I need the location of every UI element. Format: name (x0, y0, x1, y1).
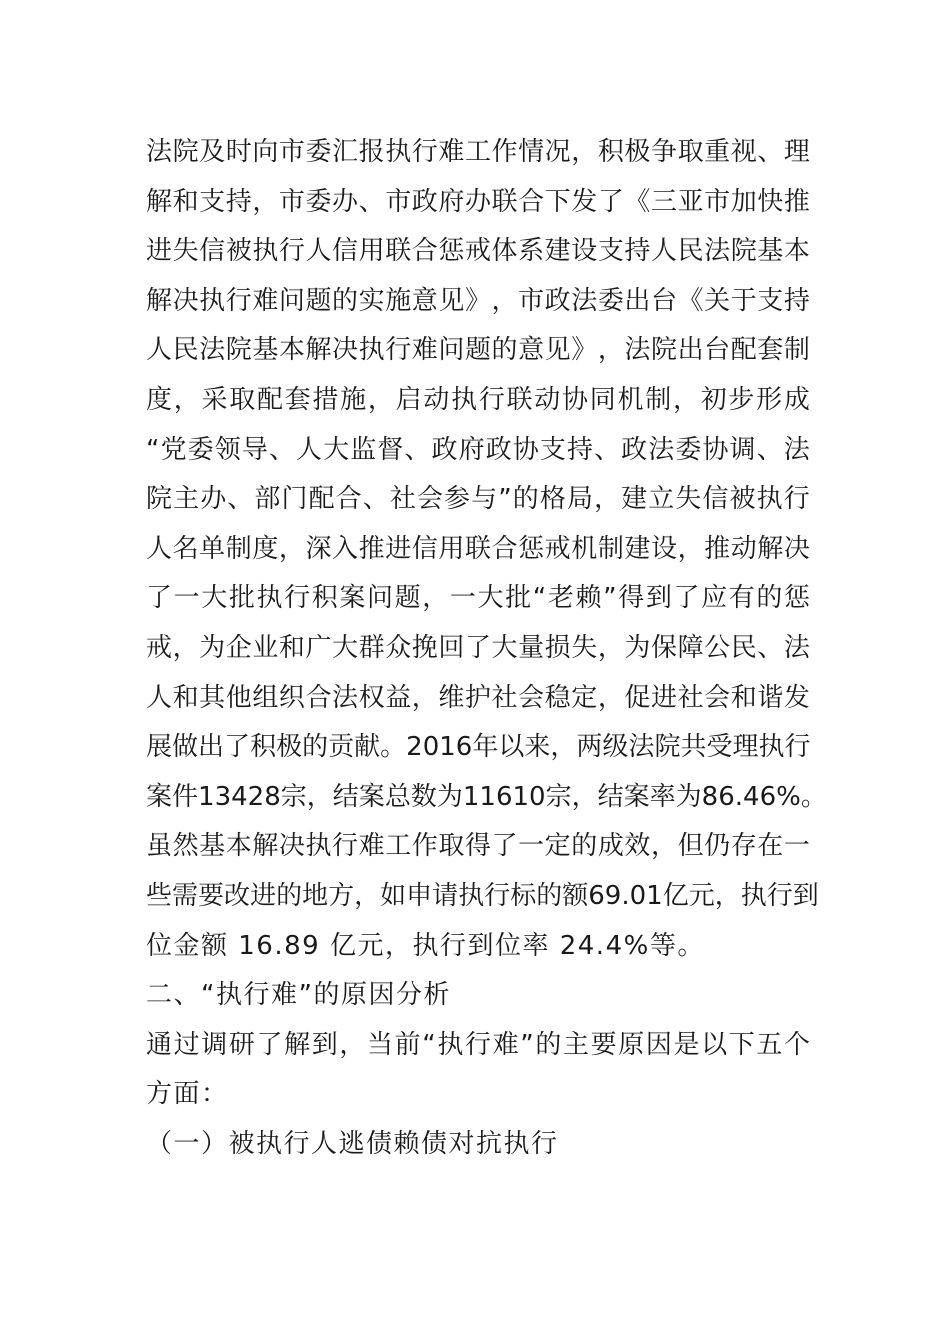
text-line: 案 件 13428 宗 ， 结 案 总 数 为 11610 宗 ， 结 案 率 为 86.46% 。 (146, 781, 827, 812)
text-line: 些 需 要 改 进 的 地 方 ， 如 申 请 执 行 标 的 额 69.01 亿 元 ， 执 行 到 (146, 880, 819, 911)
text-line: 戒 ， 为 企 业 和 广 大 群 众 挽 回 了 大 量 损 失 ， 为 保 障 公 民 、 法 (146, 632, 810, 663)
text-line: 通 过 调 研 了 解 到 ， 当 前 “ 执 行 难 ” 的 主 要 原 因 是 以 下 五 个 (146, 1029, 810, 1060)
text-line: 人 民 法 院 基 本 解 决 执 行 难 问 题 的 意 见 》 ， 法 院 出 台 配 套 制 (146, 335, 810, 366)
text-line: 解 和 支 持 ， 市 委 办 、 市 政 府 办 联 合 下 发 了 《 三 亚 市 加 快 推 (146, 186, 810, 217)
text-line: 院 主 办 、 部 门 配 合 、 社 会 参 与 ” 的 格 局 ， 建 立 失 信 被 执 行 (146, 484, 810, 515)
text-line: 展 做 出 了 积 极 的 贡 献 。 2016 年 以 来 ， 两 级 法 院 共 受 理 执 行 (146, 732, 811, 763)
text-line: 了 一 大 批 执 行 积 案 问 题 ， 一 大 批 “ 老 赖 ” 得 到 了 应 有 的 惩 (146, 583, 810, 614)
document-body (146, 128, 827, 1169)
text-line: 人 和 其 他 组 织 合 法 权 益 ， 维 护 社 会 稳 定 ， 促 进 社 会 和 谐 发 (146, 682, 810, 713)
text-line: （一）被执行人逃债赖债对抗执行 (146, 1128, 559, 1159)
text-line: “ 党 委 领 导 、 人 大 监 督 、 政 府 政 协 支 持 、 政 法 委 协 调 、 法 (146, 434, 810, 465)
text-line: 进 失 信 被 执 行 人 信 用 联 合 惩 戒 体 系 建 设 支 持 人 民 法 院 基 本 (146, 236, 810, 267)
text-line: 二、“执行难”的原因分析 (146, 980, 451, 1011)
text-line: 方面： (146, 1079, 229, 1110)
text-line: 度 ， 采 取 配 套 措 施 ， 启 动 执 行 联 动 协 同 机 制 ， 初 步 形 成 (146, 384, 810, 415)
text-line: 人 名 单 制 度 ， 深 入 推 进 信 用 联 合 惩 戒 机 制 建 设 ， 推 动 解 决 (146, 533, 810, 564)
text-line: 虽 然 基 本 解 决 执 行 难 工 作 取 得 了 一 定 的 成 效 ， 但 仍 存 在 一 (146, 831, 810, 862)
text-line: 位金额 16.89 亿元，执行到位率 24.4%等。 (146, 930, 705, 961)
text-line: 解 决 执 行 难 问 题 的 实 施 意 见 》 ， 市 政 法 委 出 台 《 关 于 支 持 (146, 285, 810, 316)
text-line: 法 院 及 时 向 市 委 汇 报 执 行 难 工 作 情 况 ， 积 极 争 取 重 视 、 理 (146, 137, 810, 167)
